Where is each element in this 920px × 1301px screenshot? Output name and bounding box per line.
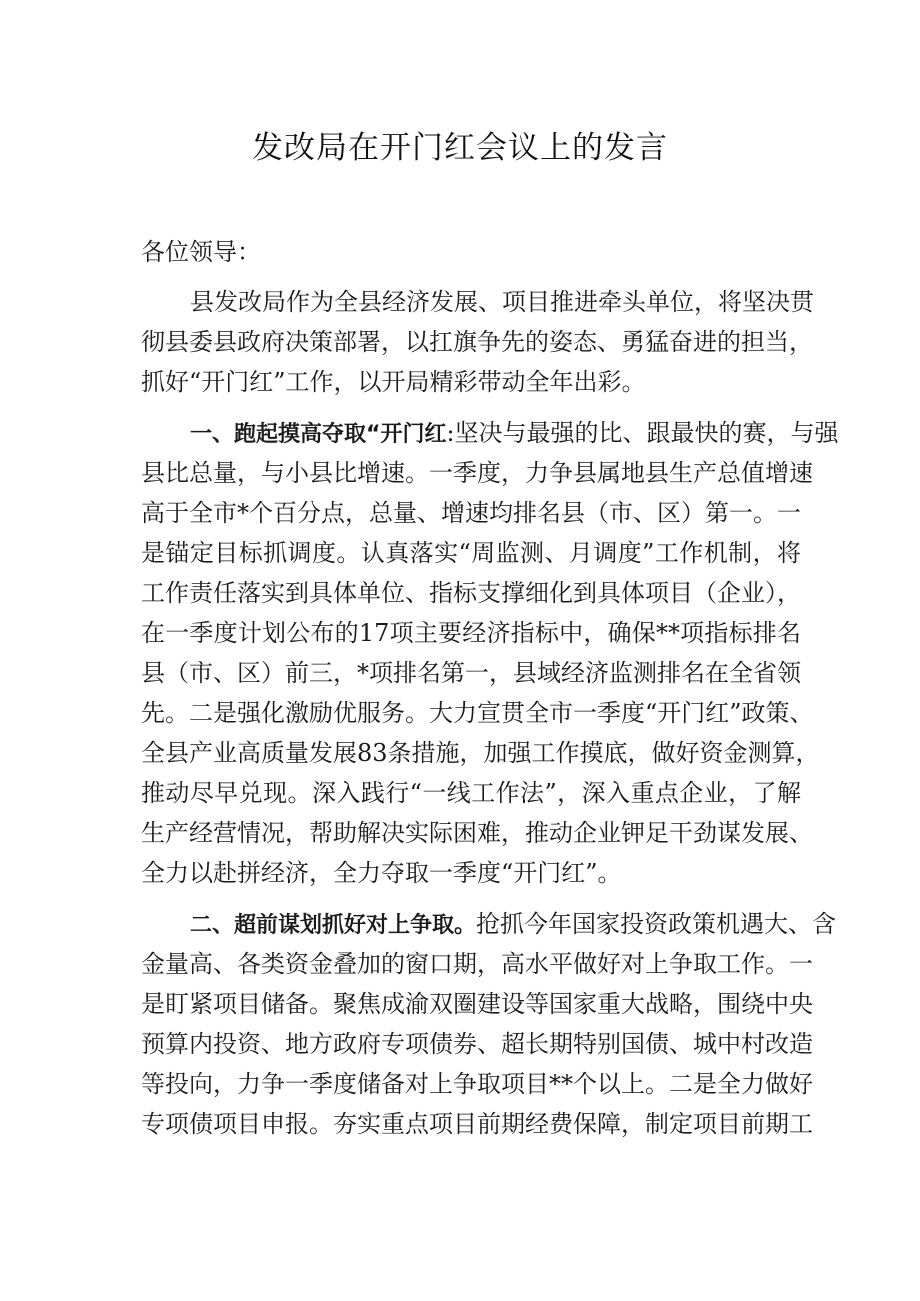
section1-heading: 一、跑起摸高夺取“开门红 [190,422,447,447]
section2-heading: 二、超前谋划抓好对上争取。 [190,913,477,938]
section1-line: 是锚定目标抓调度。认真落实“周监测、月调度”工作机制，将 [141,539,801,567]
section1-line: 县（市、区）前三，*项排名第一，县域经济监测排名在全省领 [141,659,801,687]
section1-line: 生产经营情况，帮助解决实际困难，推动企业钾足干劲谋发展、 [141,819,813,847]
section1-first-line [190,413,839,453]
intro-line: 抓好“开门红”工作，以开局精彩带动全年出彩。 [141,368,646,396]
intro-line: 县发改局作为全县经济发展、项目推进牵头单位，将坚决贯 [190,288,814,316]
document-title: 发改局在开门红会议上的发言 [252,130,668,166]
salutation: 各位领导： [141,238,261,266]
section1-line: 高于全市*个百分点，总量、增速均排名县（市、区）第一。一 [141,499,801,527]
section1-line: 在一季度计划公布的17项主要经济指标中，确保**项指标排名 [141,619,801,647]
section2-line: 等投向，力争一季度储备对上争取项目**个以上。二是全力做好 [141,1070,813,1098]
section1-line: 工作责任落实到具体单位、指标支撑细化到具体项目（企业）， [141,579,801,607]
section2-line: 是盯紧项目储备。聚焦成渝双圈建设等国家重大战略，围绕中央 [141,990,813,1018]
section1-line: 推动尽早兑现。深入践行“一线工作法”，深入重点企业，了解 [141,779,801,807]
section2-first-text: 抢抓今年国家投资政策机遇大、含 [476,910,837,938]
intro-line: 彻县委县政府决策部署，以扛旗争先的姿态、勇猛奋进的担当， [141,328,813,356]
section2-first-line [190,904,837,944]
section1-line: 先。二是强化激励优服务。大力宣贯全市一季度“开门红”政策、 [141,699,814,727]
section2-line: 专项债项目申报。夯实重点项目前期经费保障，制定项目前期工 [141,1110,813,1138]
section1-first-text: :坚决与最强的比、跟最快的赛，与强 [446,419,839,447]
section2-line: 金量高、各类资金叠加的窗口期，高水平做好对上争取工作。一 [141,950,813,978]
section1-line: 全力以赴拼经济，全力夺取一季度“开门红”。 [141,859,622,887]
section1-line: 县比总量，与小县比增速。一季度，力争县属地县生产总值增速 [141,459,813,487]
section2-line: 预算内投资、地方政府专项债券、超长期特别国债、城中村改造 [141,1030,813,1058]
section1-line: 全县产业高质量发展83条措施，加强工作摸底，做好资金测算， [141,739,820,767]
